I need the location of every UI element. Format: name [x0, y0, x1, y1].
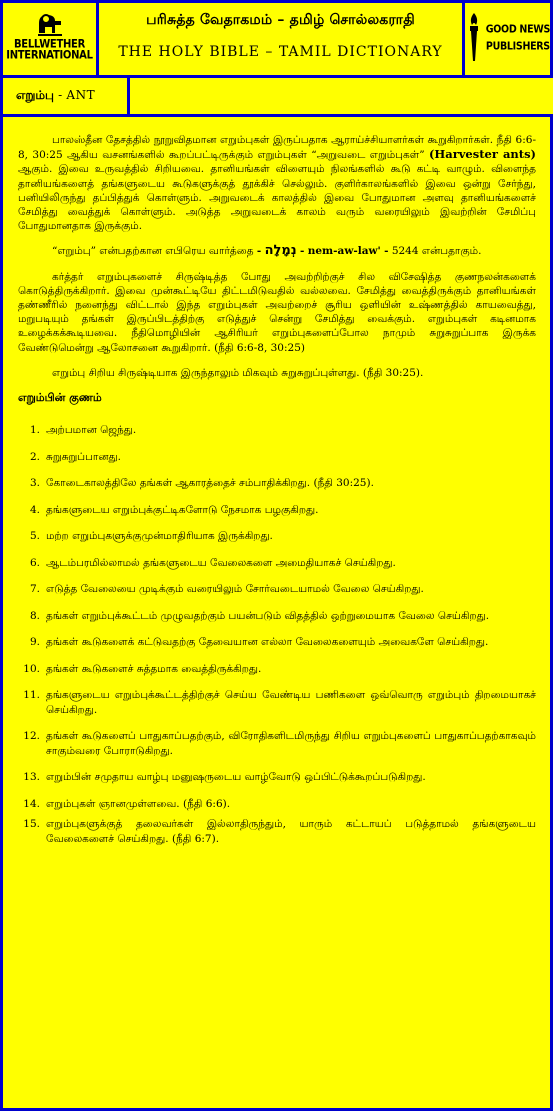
list-item — [18, 688, 536, 717]
list-item-number: 4. — [29, 503, 40, 516]
list-item-number: 8. — [29, 609, 40, 622]
header-title-box — [96, 0, 465, 78]
list-item-number: 10. — [23, 662, 40, 675]
paragraph-summary: எறும்பு சிறிய சிருஷ்டியாக இருந்தாலும் மிகவும் சுறுசுறுப்புள்ளது. (நீதி 30:25). — [52, 366, 424, 379]
list-item-text: தங்கள் எறும்புக்கூட்டம் முழுவதற்கும் பயன்படும் விதத்தில் ஒற்றுமையாக வேலை செய்கிறது. — [46, 609, 490, 622]
paragraph-intro — [18, 133, 536, 233]
list-item-number: 9. — [29, 636, 40, 649]
hebrew-word-lead: “எறும்பு” என்பதற்கான எபிரெய வார்த்தை — [52, 245, 254, 258]
header-title-tamil: பரிசுத்த வேதாகமம் – தமிழ் சொல்லகராதி — [146, 12, 415, 28]
list-item-text: எறும்புகளுக்குத் தலைவர்கள் இல்லாதிருந்தும், யாரும் கட்டாயப் படுத்தாமல் தங்களுடைய வேலைகளைச் செய்கிறது. (நீதி 6:7). — [46, 818, 536, 845]
content-box — [0, 114, 553, 1111]
strongs-number: 5244 — [391, 245, 419, 258]
list-item-number: 5. — [29, 530, 40, 543]
list-item-text: ஆடம்பரமில்லாமல் தங்களுடைய வேலைகளை அமைதியாகச் செய்கிறது. — [46, 556, 396, 569]
list-item-number: 3. — [29, 477, 40, 490]
header-title-english: THE HOLY BIBLE – TAMIL DICTIONARY — [118, 44, 443, 60]
dash-1: - — [256, 245, 262, 258]
list-item — [18, 423, 536, 438]
list-item — [18, 770, 536, 785]
list-item-number: 1. — [29, 424, 40, 437]
list-item-text: தங்களுடைய எறும்புக்குட்டிகளோடு நேசமாக பழகுகிறது. — [46, 503, 319, 516]
list-item — [18, 817, 536, 846]
list-item — [18, 450, 536, 465]
list-item-text: எறும்பின் சமுதாய வாழ்பு மனுஷருடைய வாழ்வோடு ஒப்பிட்டுக்கூறப்படுகிறது. — [46, 771, 426, 784]
list-item-number: 14. — [23, 797, 40, 810]
paragraph-hebrew-word — [18, 244, 536, 258]
section-title: எறும்பின் குணம் — [18, 391, 102, 405]
good-news-logo-box — [462, 0, 553, 78]
list-item-number: 13. — [23, 771, 40, 784]
ram-emblem-icon — [35, 9, 65, 39]
bellwether-line-2: INTERNATIONAL — [6, 49, 93, 62]
list-item-text: சுறுசுறுப்பானது. — [46, 450, 121, 463]
hebrew-word: נְמָלָה — [264, 243, 297, 259]
traits-list — [18, 423, 536, 846]
list-item-number: 6. — [29, 556, 40, 569]
list-item-text: எடுத்த வேலையை முடிக்கும் வரையிலும் சோர்வடையாமல் வேலை செய்கிறது. — [46, 583, 424, 596]
list-item-text: எறும்புகள் ஞானமுள்ளவை. (நீதி 6:6). — [46, 797, 231, 810]
list-item — [18, 556, 536, 571]
entry-content — [18, 127, 536, 852]
list-item — [18, 662, 536, 677]
list-item-text: தங்களுடைய எறும்புக்கூட்டத்திற்குச் செய்ய வேண்டிய பணிகளை ஒவ்வொரு எறும்பும் திறமையாகச் செய்கிறது. — [46, 689, 536, 716]
paragraph-characteristics: கர்த்தர் எறும்புகளைச் சிருஷ்டித்த போது அவற்றிற்குச் சில விசேஷித்த குணநலன்களைக் கொடுத்திருக்கிறார். இவை முன்கூட்டியே திட்டமிடுவதில் வல்லவை. சேமித்து வைத்திருக்கும் தானியங்கள் தண்ணீரில் நனைந்து விட்டால் இந்த எறும்புகள் அவற்றைச் சூரிய ஒளியின் உஷ்ணத்தில் காயவைத்து, மறுபடியும் தங்கள் இருப்பிடத்திற்கு எடுத்துச் சென்று சேமித்து வைக்கும். எறும்புகள் கடினமாக உழைக்கக்கூடியவை. நீதிமொழியின் ஆசிரியர் எறும்புகளைப்போல நாமும் சுறுசுறுப்பாக இருக்க வேண்டுமென்று ஆலோசனை கூறுகிறார். (நீதி 6:6-8, 30:25) — [18, 270, 536, 354]
list-item — [18, 476, 536, 491]
list-item-number: 2. — [29, 450, 40, 463]
list-item-number: 15. — [23, 818, 40, 831]
topic-tamil: எறும்பு — [16, 88, 54, 102]
good-news-line-2: PUBLISHERS — [485, 40, 550, 53]
list-item-text: அற்பமான ஜெந்து. — [46, 424, 137, 437]
paragraph-intro-text: பாலஸ்தீன தேசத்தில் நூறுவிதமான எறும்புகள் இருப்பதாக ஆராய்ச்சியாளர்கள் கூறுகிறார்கள். நீதி 6:6-8, 30:25 ஆகிய வசனங்களில் கூறப்பட்டிருக்கும் எறும்புகள் “அறுவடை எறும்புகள்” — [18, 134, 536, 162]
list-item-text: தங்கள் கூடுகளைப் பாதுகாப்பதற்கும், விரோதிகளிடமிருந்து சிறிய எறும்புகளைப் பாதுகாப்பதற்காகவும் சாகும்வரை போராடுகிறது. — [46, 730, 536, 757]
list-item-text: கோடைகாலத்திலே தங்கள் ஆகாரத்தைச் சம்பாதிக்கிறது. (நீதி 30:25). — [46, 477, 374, 490]
topic-separator: - — [58, 88, 63, 102]
topic-english: ANT — [66, 88, 96, 102]
good-news-line-1: GOOD NEWS — [485, 23, 550, 36]
list-item — [18, 635, 536, 650]
hebrew-word-end: என்பதாகும். — [421, 245, 482, 258]
list-item — [18, 582, 536, 597]
list-item-text: தங்கள் கூடுகளைக் கட்டுவதற்கு தேவையான எல்லா வேலைகளையும் அவைகளே செய்கிறது. — [46, 636, 489, 649]
list-item — [18, 503, 536, 518]
list-item — [18, 797, 536, 812]
bellwether-line-1: BELLWETHER — [13, 38, 85, 51]
dash-3: - — [384, 245, 389, 258]
bellwether-logo — [3, 9, 96, 61]
transliteration: nem-aw-law' — [307, 245, 381, 258]
harvester-ants-term: (Harvester ants) — [428, 147, 536, 162]
list-item — [18, 529, 536, 544]
bellwether-logo-box — [0, 0, 99, 78]
list-item-number: 12. — [23, 730, 40, 743]
paragraph-intro-rest: ஆகும். இவை உருவத்தில் சிறியவை. தானியங்கள் விளையும் நிலங்களில் கூடு கட்டி வாழும். விளைந்த தானியங்களைத் தங்களுடைய கூடுகளுக்குத் தூக்கிச் செல்லும். குளிர்காலங்களில் இவை ஒன்று சேர்ந்து, பனியிலிருந்து தப்பித்துக் கொள்ளும். அறுவடைக் காலத்தில் இவை போதுமான அளவு தானியங்களைச் சேமித்து வைத்துக் கொள்ளும். அடுத்த அறுவடைக் காலம் வரும் வரையிலும் இவற்றின் சேமிப்பு போதுமானதாக இருக்கும். — [18, 163, 536, 233]
dash-2: - — [300, 245, 305, 258]
list-item — [18, 609, 536, 624]
good-news-logo — [465, 11, 550, 65]
list-item — [18, 729, 536, 758]
list-item-text: தங்கள் கூடுகளைச் சுத்தமாக வைத்திருக்கிறது. — [46, 662, 262, 675]
topic-heading — [3, 78, 127, 104]
list-item-number: 11. — [23, 689, 40, 702]
list-item-number: 7. — [29, 583, 40, 596]
torch-icon — [467, 11, 481, 65]
list-item-text: மற்ற எறும்புகளுக்குமுன்மாதிரியாக இருக்கிறது. — [46, 530, 273, 543]
topic-box — [0, 75, 130, 117]
